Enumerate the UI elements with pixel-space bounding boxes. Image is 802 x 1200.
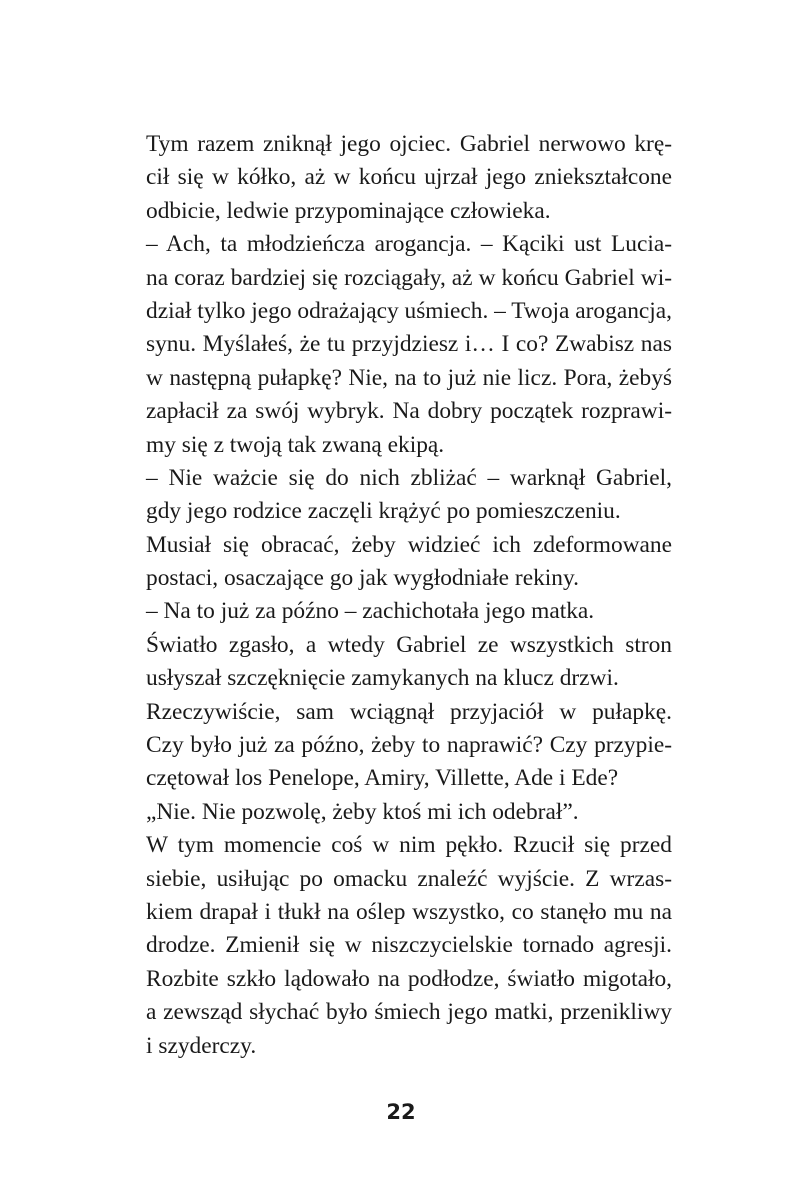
text-line: synu. Myślałeś, że tu przyjdziesz i… I co? Zwabisz nas (146, 331, 672, 358)
text-line: Musiał się obracać, żeby widzieć ich zdeformowane (146, 531, 672, 558)
text-line: Tym razem zniknął jego ojciec. Gabriel nerwowo krę- (146, 131, 672, 157)
text-line: Rzeczywiście, sam wciągnął przyjaciół w pułapkę. (146, 698, 672, 725)
text-line: cił się w kółko, aż w końcu ujrzał jego zniekształcone (146, 164, 672, 191)
text-line: – Na to już za późno – zachichotała jego matka. (146, 598, 595, 625)
text-line: czętował los Penelope, Amiry, Villette, Ade i Ede? (146, 765, 619, 792)
text-line: Światło zgasło, a wtedy Gabriel ze wszystkich stron (146, 631, 672, 658)
body-text (146, 128, 672, 1063)
page-number: 22 (386, 1100, 416, 1124)
text-line: gdy jego rodzice zaczęli krążyć po pomieszczeniu. (146, 498, 621, 525)
text-line: siebie, usiłując po omacku znaleźć wyjście. Z wrzas- (146, 865, 672, 892)
text-line: Rozbite szkło lądowało na podłodze, światło migotało, (146, 965, 672, 992)
text-line: w następną pułapkę? Nie, na to już nie licz. Pora, żebyś (146, 364, 672, 391)
text-line: drodze. Zmienił się w niszczycielskie tornado agresji. (146, 932, 672, 959)
text-line: kiem drapał i tłukł na oślep wszystko, co stanęło mu na (146, 898, 672, 925)
text-line: Czy było już za późno, żeby to naprawić? Czy przypie- (146, 732, 672, 759)
text-line: postaci, osaczające go jak wygłodniałe rekiny. (146, 565, 579, 592)
text-line: W tym momencie coś w nim pękło. Rzucił się przed (146, 832, 672, 859)
text-line: usłyszał szczęknięcie zamykanych na klucz drzwi. (146, 665, 619, 692)
text-line: dział tylko jego odrażający uśmiech. – Twoja arogancja, (146, 297, 672, 324)
text-line: a zewsząd słychać było śmiech jego matki, przenikliwy (146, 999, 672, 1026)
text-line: na coraz bardziej się rozciągały, aż w końcu Gabriel wi- (146, 264, 672, 291)
text-line: my się z twoją tak zwaną ekipą. (146, 431, 445, 458)
text-line: zapłacił za swój wybryk. Na dobry początek rozprawi- (146, 398, 672, 425)
text-line: odbicie, ledwie przypominające człowieka. (146, 197, 551, 224)
text-line: – Ach, ta młodzieńcza arogancja. – Kąciki ust Lucia- (146, 231, 672, 258)
text-line: „Nie. Nie pozwolę, żeby ktoś mi ich odebrał”. (146, 798, 579, 825)
text-line: – Nie ważcie się do nich zbliżać – warknął Gabriel, (146, 464, 672, 491)
text-line: i szyderczy. (146, 1032, 257, 1059)
